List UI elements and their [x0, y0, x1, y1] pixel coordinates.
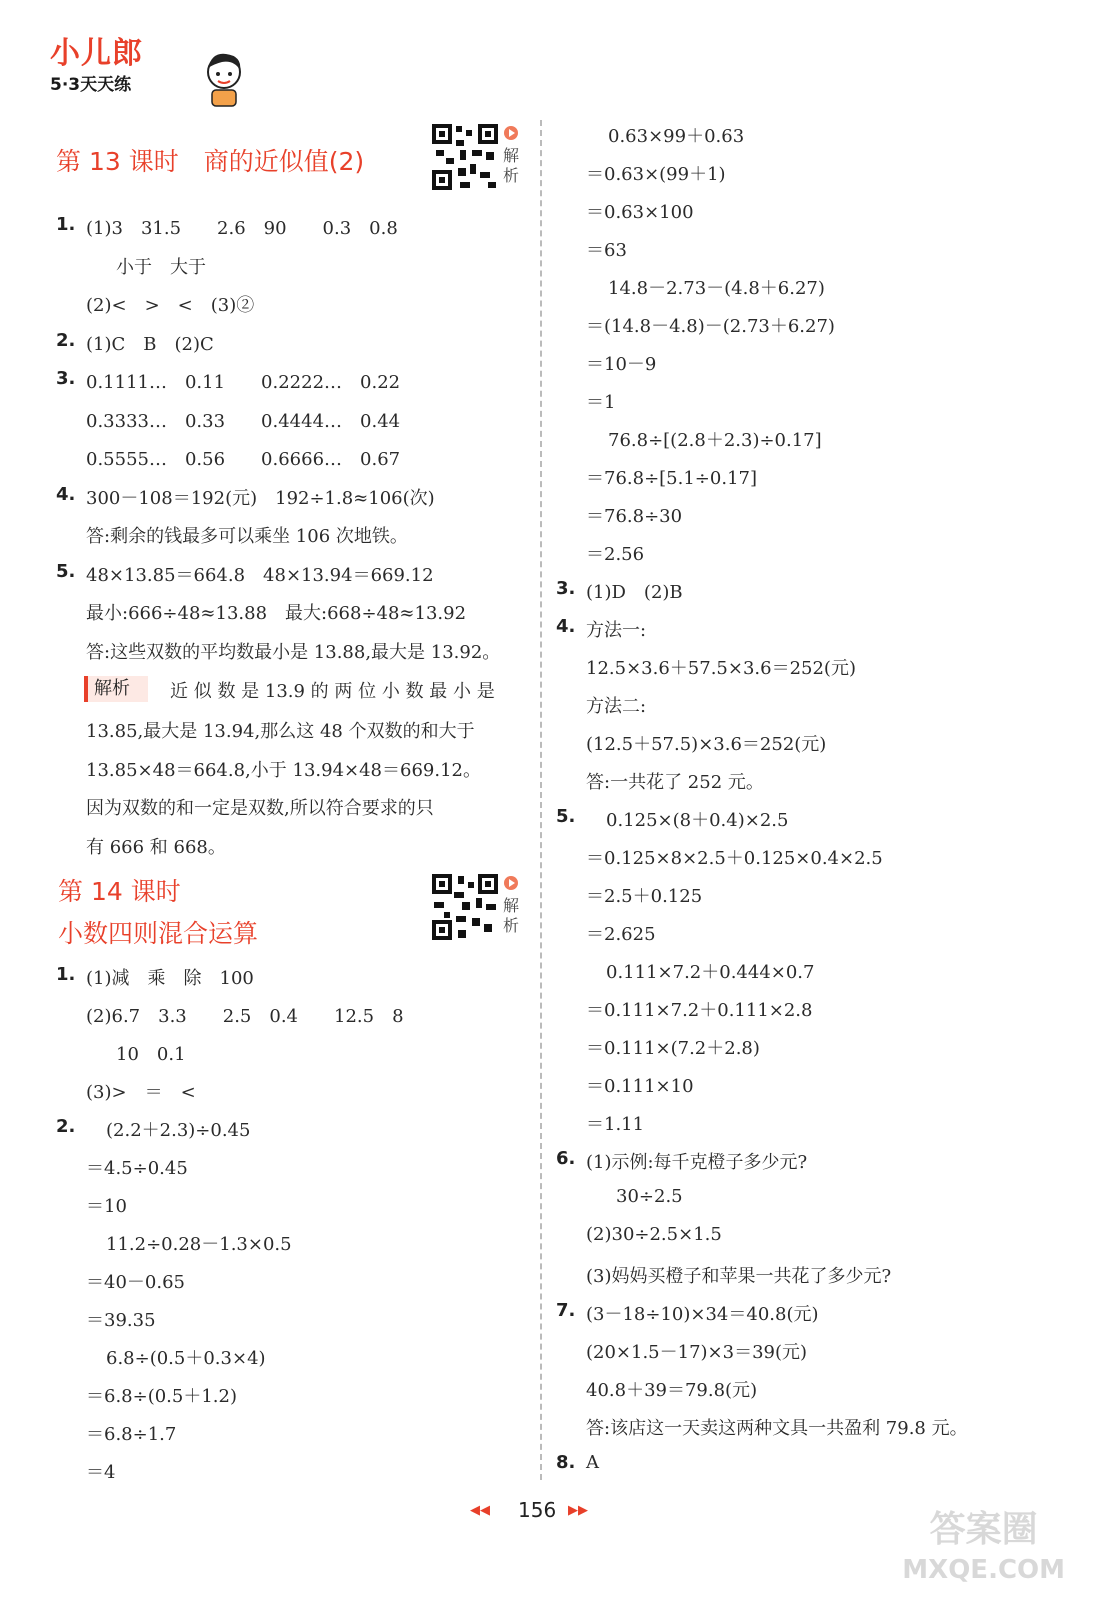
- watermark-line2: MXQE.COM: [902, 1555, 1065, 1585]
- answer-line: 12.5×3.6＋57.5×3.6＝252(元): [586, 658, 856, 679]
- answer-line: (2)30÷2.5×1.5: [586, 1224, 722, 1245]
- column-divider: [540, 120, 542, 1480]
- answer-line: ＝63: [586, 240, 627, 261]
- brand-logo: [50, 28, 210, 98]
- play-icon[interactable]: [504, 126, 518, 140]
- answer-line: ＝76.8÷[5.1÷0.17]: [586, 468, 757, 489]
- answer-line: 14.8－2.73－(4.8＋6.27): [608, 278, 825, 299]
- question-number: 5.: [56, 560, 76, 582]
- question-number: 6.: [556, 1148, 576, 1169]
- answer-line: ＝1.11: [586, 1114, 645, 1135]
- answer-line: 0.111×7.2＋0.444×0.7: [606, 962, 815, 983]
- answer-line: (12.5＋57.5)×3.6＝252(元): [586, 734, 827, 755]
- answer-line: 6.8÷(0.5＋0.3×4): [106, 1348, 266, 1369]
- answer-line: ＝10－9: [586, 354, 657, 375]
- answer-line: (3)妈妈买橙子和苹果一共花了多少元?: [586, 1266, 892, 1287]
- question-number: 1.: [56, 214, 76, 235]
- answer-line: ＝0.111×(7.2＋2.8): [586, 1038, 760, 1059]
- page-number: 156: [518, 1498, 557, 1522]
- answer-line: 0.3333… 0.33 0.4444… 0.44: [86, 410, 401, 432]
- answer-line: ＝(14.8－4.8)－(2.73＋6.27): [586, 316, 835, 337]
- answer-line: 答:剩余的钱最多可以乘坐 106 次地铁。: [86, 526, 408, 547]
- answer-line: ＝0.111×7.2＋0.111×2.8: [586, 1000, 813, 1021]
- answer-line: (20×1.5－17)×3＝39(元): [586, 1342, 808, 1363]
- play-icon[interactable]: [504, 876, 518, 890]
- answer-line: (2)6.7 3.3 2.5 0.4 12.5 8: [86, 1006, 404, 1027]
- answer-line: 答:该店这一天卖这两种文具一共盈利 79.8 元。: [586, 1418, 968, 1439]
- analysis-tag: 解析: [84, 676, 148, 702]
- answer-line: ＝2.5＋0.125: [586, 886, 703, 907]
- question-number: 2.: [56, 1116, 76, 1137]
- answer-line: 0.1111… 0.11 0.2222… 0.22: [86, 372, 401, 393]
- answer-line: (2.2＋2.3)÷0.45: [106, 1120, 251, 1141]
- analysis-line: 因为双数的和一定是双数,所以符合要求的只: [86, 798, 434, 819]
- answer-line: ＝6.8÷(0.5＋1.2): [86, 1386, 238, 1407]
- answer-line: 10 0.1: [116, 1044, 186, 1065]
- answer-line: A: [586, 1452, 599, 1473]
- answer-line: (1)示例:每千克橙子多少元?: [586, 1152, 808, 1173]
- analysis-line: 13.85,最大是 13.94,那么这 48 个双数的和大于: [86, 721, 475, 742]
- lesson14-title-number: 第 14 课时: [58, 877, 181, 906]
- answer-line: ＝0.63×100: [586, 202, 694, 223]
- answer-line: 11.2÷0.28－1.3×0.5: [106, 1234, 292, 1255]
- answer-line: 40.8＋39＝79.8(元): [586, 1380, 758, 1401]
- qr-code-icon[interactable]: [430, 872, 500, 942]
- answer-line: 30÷2.5: [616, 1186, 683, 1207]
- question-number: 5.: [556, 806, 576, 827]
- answer-line: 48×13.85＝664.8 48×13.94＝669.12: [86, 564, 434, 586]
- answer-line: 答:一共花了 252 元。: [586, 772, 764, 793]
- answer-line: ＝0.63×(99＋1): [586, 164, 726, 185]
- answer-line: 最小:666÷48≈13.88 最大:668÷48≈13.92: [86, 603, 467, 624]
- answer-line: 0.125×(8＋0.4)×2.5: [606, 810, 789, 831]
- analysis-line: 13.85×48＝664.8,小于 13.94×48＝669.12。: [86, 760, 481, 781]
- answer-line: ＝10: [86, 1196, 127, 1217]
- question-number: 4.: [556, 616, 576, 637]
- brand-name: 小儿郎: [50, 36, 143, 71]
- answer-line: 方法一:: [586, 620, 647, 641]
- answer-line: (3)> ＝ <: [86, 1082, 196, 1103]
- answer-line: 0.5555… 0.56 0.6666… 0.67: [86, 449, 401, 470]
- prev-page-icon[interactable]: ◀◀: [470, 1503, 490, 1518]
- question-number: 1.: [56, 964, 76, 985]
- answer-line: ＝0.125×8×2.5＋0.125×0.4×2.5: [586, 848, 883, 869]
- answer-line: (1)减 乘 除 100: [86, 968, 254, 989]
- mascot-icon: [200, 50, 248, 110]
- question-number: 2.: [56, 329, 76, 351]
- answer-line: ＝0.111×10: [586, 1076, 694, 1097]
- qr-code-icon[interactable]: [430, 122, 500, 192]
- answer-line: ＝6.8÷1.7: [86, 1424, 177, 1445]
- answer-line: 76.8÷[(2.8＋2.3)÷0.17]: [608, 430, 822, 451]
- lesson13-title: 第 13 课时 商的近似值(2): [56, 147, 365, 176]
- question-number: 4.: [56, 483, 76, 505]
- answer-line: ＝76.8÷30: [586, 506, 683, 527]
- answer-line: ＝1: [586, 392, 616, 413]
- answer-line: (1)C B (2)C: [86, 333, 214, 355]
- analysis-line: 近 似 数 是 13.9 的 两 位 小 数 最 小 是: [170, 681, 495, 702]
- question-number: 3.: [556, 578, 576, 599]
- answer-line: (2)< > < (3)②: [86, 295, 255, 316]
- answer-line: ＝2.56: [586, 544, 645, 565]
- answer-line: (3－18÷10)×34＝40.8(元): [586, 1304, 819, 1325]
- qr-label: 解析: [502, 146, 519, 185]
- answer-line: ＝4: [86, 1462, 116, 1483]
- question-number: 3.: [56, 368, 76, 389]
- answer-line: 0.63×99＋0.63: [608, 126, 745, 147]
- answer-line: 小于 大于: [116, 256, 206, 278]
- watermark-line1: 答案圈: [929, 1509, 1038, 1550]
- answer-line: ＝4.5÷0.45: [86, 1158, 188, 1179]
- watermark: [902, 1510, 1065, 1590]
- next-page-icon[interactable]: ▶▶: [568, 1503, 588, 1518]
- qr-label: 解析: [502, 896, 519, 935]
- question-number: 7.: [556, 1300, 576, 1321]
- answer-line: ＝40－0.65: [86, 1272, 185, 1293]
- lesson14-title-name: 小数四则混合运算: [58, 919, 259, 948]
- answer-line: 方法二:: [586, 696, 647, 717]
- answer-line: ＝2.625: [586, 924, 656, 945]
- answer-line: (1)D (2)B: [586, 582, 683, 603]
- answer-line: (1)3 31.5 2.6 90 0.3 0.8: [86, 218, 398, 239]
- analysis-line: 有 666 和 668。: [86, 837, 226, 858]
- brand-subtitle: 5·3天天练: [50, 75, 132, 95]
- answer-line: 300－108＝192(元) 192÷1.8≈106(次): [86, 487, 435, 509]
- question-number: 8.: [556, 1452, 576, 1473]
- answer-line: 答:这些双数的平均数最小是 13.88,最大是 13.92。: [86, 641, 501, 663]
- answer-line: ＝39.35: [86, 1310, 156, 1331]
